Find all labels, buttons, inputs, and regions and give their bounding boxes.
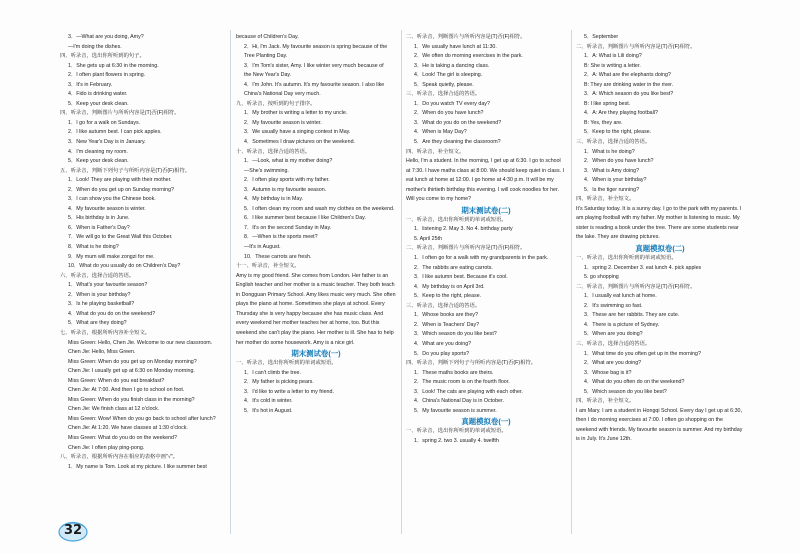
text-line: 5．When are you doing? — [584, 331, 643, 338]
text-line: —She's swimming. — [244, 167, 289, 174]
text-line: Tree Planting Day. — [244, 53, 288, 60]
text-line: 1．She gets up at 6:30 in the morning. — [68, 62, 159, 69]
text-line: 6．I like summer best because I like Children's Day. — [244, 215, 366, 222]
text-line: 10．These carrots are fresh. — [244, 253, 312, 260]
text-line: 十、听录音，选择合适的答语。 — [236, 148, 311, 155]
text-line: B: I like spring best. — [584, 100, 631, 107]
column-divider — [401, 30, 402, 534]
text-line: 3．Look! The cats are playing with each other. — [414, 388, 523, 395]
text-line: 1．I usually eat lunch at home. — [584, 293, 657, 300]
text-line: the New Year's Day. — [244, 72, 292, 79]
text-line: 1．Whose books are they? — [414, 312, 478, 319]
text-line: 四、听录音，补全短文。 — [576, 196, 635, 203]
text-line: 4．It's cold in winter. — [244, 398, 293, 405]
text-line: Chen Jie: At 7:00. And then I go to school on foot. — [68, 387, 185, 394]
text-line: 1．spring 2. December 3. eat lunch 4. pick apples — [584, 264, 702, 271]
text-line: 3．Which season do you like best? — [414, 331, 497, 338]
text-line: B: She is writing a letter. — [584, 62, 641, 69]
section-title: 期末测试卷(二) — [461, 205, 511, 215]
text-line: 四、听录音，补全短文。 — [406, 148, 465, 155]
text-line: 八、听录音，根据所听内容在相应的表格中画"√"。 — [60, 454, 178, 461]
text-line: 5．Is the tiger running? — [584, 186, 640, 193]
text-line: 5．Which season do you like best? — [584, 388, 667, 395]
text-line: 3．A: Which season do you like best? — [584, 91, 674, 98]
text-line: 3．These are her rabbits. They are cute. — [584, 312, 680, 319]
text-line: 5. April 25th — [414, 235, 442, 242]
text-line: 七、听录音，根据所听内容补全短文。 — [60, 329, 151, 336]
text-line: 2．When is Teachers' Day? — [414, 321, 480, 328]
text-line: Chen Jie: I often play ping-pong. — [68, 444, 145, 451]
text-line: 5．Speak quietly, please. — [414, 81, 474, 88]
text-line: 4．I'm John. It's autumn. It's my favourite season. I also like — [244, 81, 385, 88]
text-line: 1．listening 2. May 3. No 4. birthday party — [414, 226, 513, 233]
text-line: 3．I can show you the Chinese book. — [68, 196, 156, 203]
text-line: 2．My favourite season is winter. — [244, 119, 322, 126]
text-line: 十一、听录音，补全短文。 — [236, 263, 300, 270]
text-line: 4．My favourite season is winter. — [68, 205, 146, 212]
text-line: 4．When is May Day? — [414, 129, 467, 136]
text-line: 4．What do you often do on the weekend? — [584, 379, 685, 386]
text-line: 六、听录音，选择合适的答语。 — [60, 272, 135, 279]
text-line: 5．My favourite season is summer. — [414, 407, 497, 414]
text-line: 2．Hi, I'm Jack. My favourite season is spring because of the — [244, 43, 388, 50]
text-line: 2．The rabbits are eating carrots. — [414, 264, 493, 271]
text-line: 3．—What are you doing, Amy? — [68, 34, 144, 40]
text-line: 4．A: Are they playing football? — [584, 110, 658, 117]
text-line: 二、听录音，判断图片与所听内容是(T)否(F)相符。 — [576, 283, 696, 290]
text-line: 二、听录音，判断图片与所听内容是(T)否(F)相符。 — [406, 245, 526, 252]
text-line: Miss Green: Hello, Chen Jie. Welcome to our new classroom. — [68, 339, 213, 346]
text-line: Miss Green: When do you eat breakfast? — [68, 377, 165, 384]
text-line: 2．My father is picking pears. — [244, 379, 314, 386]
text-line: 8．—When is the sports meet? — [244, 234, 318, 241]
text-line: 2．A: What are the elephants doing? — [584, 72, 671, 79]
section-title: 真题模拟卷(一) — [461, 417, 511, 427]
text-line: Miss Green: When do you finish class in the morning? — [68, 396, 195, 403]
text-line: 3．He is taking a dancing class. — [414, 62, 490, 69]
passage-text: It's Saturday today. It is a sunny day. I go to the park with my parents. I am playing football with my father. My mother is listening to music. My sister is reading a book under the tree. There are some students near the lake. They are drawing pictures. — [576, 205, 742, 241]
column-4 — [576, 33, 744, 534]
passage-text: I am Mary. I am a student in Hongqi School. Every day I get up at 6:30, then I do morning exercises at 7:00. I often go shopping on the weekend with friends. My favourite season is summer. And my birthday is in July. It's June 12th. — [576, 407, 743, 443]
text-line: 1．These maths books are theirs. — [414, 369, 494, 376]
text-line: 4．I'm cleaning my room. — [68, 148, 128, 155]
text-line: 3．What is Amy doing? — [584, 167, 640, 174]
text-line: 三、听录音，选择合适的答语。 — [406, 302, 481, 309]
text-line: 10．What do you usually do on Children's Day? — [68, 263, 181, 270]
text-line: 2．I like autumn best. I can pick apples. — [68, 129, 162, 136]
text-line: 4．Look! The girl is sleeping. — [414, 72, 483, 79]
text-line: 三、听录音，选择合适的答语。 — [406, 91, 481, 98]
text-line: 3．I'm Tom's sister, Amy. I like winter very much because of — [244, 62, 384, 69]
text-line: 1．Look! They are playing with their mother. — [68, 177, 172, 184]
text-line: 1．My brother is writing a letter to my uncle. — [244, 110, 348, 117]
text-line: 5．September — [584, 34, 619, 40]
text-line: 2．When is your birthday? — [68, 291, 131, 298]
text-line: 3．It's in February. — [68, 81, 113, 88]
text-line: 四、听录音，选出你所听到的句子。 — [60, 53, 145, 60]
text-line: 三、听录音，选择合适的答语。 — [576, 340, 651, 347]
text-line: 四、听录音，补全短文。 — [576, 398, 635, 405]
text-line: 5．Keep to the right, please. — [414, 293, 482, 300]
text-line: 2．When do you have lunch? — [414, 110, 484, 117]
text-line: Chen Jie: We finish class at 12 o'clock. — [68, 406, 160, 413]
text-line: because of Children's Day. — [236, 34, 299, 40]
text-line: 3．What do you do on the weekend? — [414, 119, 502, 126]
text-line: 1．I often go for a walk with my grandparents in the park. — [414, 255, 549, 262]
text-line: 1．I go for a walk on Sundays. — [68, 119, 141, 126]
column-divider — [571, 30, 572, 534]
text-line: —It's in August. — [244, 244, 281, 251]
text-line: 1．What's your favourite season? — [68, 282, 148, 289]
text-line: 二、听录音，判断图片与所听内容是(T)否(F)相符。 — [406, 34, 526, 40]
text-line: 1．—Look, what is my mother doing? — [244, 158, 333, 165]
text-line: 五、听录音，判断下列句子与所听内容是(T)否(F)相符。 — [60, 167, 191, 174]
text-line: Chen Jie: Hello, Miss Green. — [68, 349, 136, 356]
text-line: 8．What is he doing? — [68, 244, 119, 251]
text-line: 一、听录音，选出你所听到的单词或短语。 — [406, 428, 507, 435]
text-line: 5．It's hot in August. — [244, 407, 293, 414]
text-line: 4．What are you doing? — [414, 340, 472, 347]
text-line: Miss Green: When do you get up on Monday morning? — [68, 358, 197, 365]
text-line: 5．His birthday is in June. — [68, 215, 130, 222]
text-line: 3．I'd like to write a letter to my friend. — [244, 388, 334, 395]
text-line: 三、听录音，选择合适的答语。 — [576, 139, 651, 146]
text-line: 4．China's National Day is in October. — [414, 398, 504, 405]
text-line: 2．It's swimming so fast. — [584, 302, 643, 309]
text-line: Miss Green: What do you do on the weekend? — [68, 434, 177, 441]
passage-text: Amy is my good friend. She comes from London. Her father is an English teacher and her mother is a music teacher. They both teach in Dongguan Primary School. Amy likes music very much. She often plays the piano at home. Sometimes she plays at school. Every Thursday she is very happy because she has music class. And every weekend her mother teaches her at home, too. But this weekend she can't play the piano. Her mother is ill. She has to help her mother do some housework. Amy is a nice girl. — [236, 272, 396, 346]
text-line: 5．Do you play sports? — [414, 350, 470, 357]
text-line: 1．We usually have lunch at 11:30. — [414, 43, 497, 50]
text-line: Chen Jie: I usually get up at 6:30 on Monday morning. — [68, 368, 195, 375]
text-line: 二、听录音，判断图片与所听内容是(T)否(F)相符。 — [576, 43, 696, 50]
page-number-badge — [58, 520, 88, 542]
passage-text: Hello, I'm a student. In the morning, I get up at 6:30. I go to school at 7:30. I have maths class at 8:00. We should keep quiet in class. I eat lunch at home at 12:00. I go home at 4:30 p.m. It will be my mother's thirtieth birthday this evening. I will cook noodles for her. Will you come to my home? — [406, 158, 565, 203]
text-line: 3．I like autumn best. Because it's cool. — [414, 274, 508, 281]
text-line: 3．Whose bag is it? — [584, 369, 632, 376]
text-line: 5．Keep your desk clean. — [68, 100, 129, 107]
text-line: 3．New Year's Day is in January. — [68, 139, 146, 146]
column-1 — [60, 33, 225, 534]
text-line: 2．I often plant flowers in spring. — [68, 72, 146, 79]
text-line: 5．Keep your desk clean. — [68, 158, 129, 165]
text-line: 一、听录音，选出你所听到的单词或短语。 — [576, 255, 677, 262]
text-line: B: Yes, they are. — [584, 119, 623, 126]
section-title: 期末测试卷(一) — [291, 349, 341, 359]
text-line: 3．Autumn is my favourite season. — [244, 186, 327, 193]
text-line: 1．A: What is Lili doing? — [584, 53, 642, 60]
text-line: 3．We usually have a singing contest in May. — [244, 129, 351, 136]
text-line: 3．Is he playing basketball? — [68, 301, 135, 308]
section-title: 真题模拟卷(二) — [635, 244, 685, 254]
text-line: 5．I often clean my room and wash my clothes on the weekend. — [244, 205, 395, 212]
text-line: 4．There is a picture of Sydney. — [584, 321, 660, 328]
text-line: 5．Keep to the right, please. — [584, 129, 652, 136]
text-line: 4．My birthday is in May. — [244, 196, 304, 203]
text-line: 5. go shopping — [584, 274, 619, 281]
text-line: 1．I can't climb the tree. — [244, 369, 301, 376]
text-line: B: They are drinking water in the river. — [584, 81, 674, 88]
column-3 — [406, 33, 566, 534]
text-line: China's National Day very much. — [244, 91, 321, 98]
text-line: 6．When is Father's Day? — [68, 224, 130, 231]
text-line: Miss Green: Wow! When do you go back to school after lunch? — [68, 415, 216, 422]
text-line: 5．Are they cleaning the classroom? — [414, 139, 501, 146]
text-line: 1．My name is Tom. Look at my picture. I like summer best — [68, 463, 207, 470]
text-line: 7．We will go to the Great Wall this October. — [68, 234, 173, 241]
text-line: 1．Do you watch TV every day? — [414, 100, 490, 107]
text-line: 4．My birthday is on April 3rd. — [414, 283, 485, 290]
text-line: 4．Sometimes I draw pictures on the weekend. — [244, 139, 355, 146]
text-line: —I'm doing the dishes. — [68, 43, 122, 50]
text-line: 7．It's on the second Sunday in May. — [244, 224, 332, 231]
text-line: 2．I often play sports with my father. — [244, 177, 330, 184]
text-line: 5．What are they doing? — [68, 320, 127, 327]
text-line: 2．What are you doing? — [584, 360, 642, 367]
text-line: 2．We often do morning exercises in the park. — [414, 53, 523, 60]
text-line: 4．When is your birthday? — [584, 177, 647, 184]
text-line: 1．What is he doing? — [584, 148, 635, 155]
column-divider — [230, 30, 231, 534]
text-line: 一、听录音，选出你所听到的单词或短语。 — [236, 360, 337, 367]
text-line: 2．The music room is on the fourth floor. — [414, 379, 510, 386]
text-line: 1．What time do you often get up in the morning? — [584, 350, 701, 357]
column-2 — [236, 33, 396, 534]
text-line: 1．spring 2. two 3. usually 4. twelfth — [414, 437, 499, 444]
text-line: Chen Jie: At 1:20. We have classes at 1:30 o'clock. — [68, 425, 188, 432]
text-line: 一、听录音，选出你所听到的单词或短语。 — [406, 216, 507, 223]
page-number: 32 — [63, 523, 83, 538]
text-line: 9．My mum will make zongzi for me. — [68, 253, 155, 260]
text-line: 四、听录音，判断下列句子与所听内容是(T)否(F)相符。 — [406, 360, 537, 367]
text-line: 四、听录音，判断图片与所听内容是(T)否(F)相符。 — [60, 110, 180, 117]
text-line: 4．Fido is drinking water. — [68, 91, 128, 98]
text-line: 2．When do you have lunch? — [584, 158, 654, 165]
text-line: 九、听录音，按听到的句子排序。 — [236, 100, 316, 107]
text-line: 2．When do you get up on Sunday morning? — [68, 186, 175, 193]
text-line: 4．What do you do on the weekend? — [68, 310, 156, 317]
